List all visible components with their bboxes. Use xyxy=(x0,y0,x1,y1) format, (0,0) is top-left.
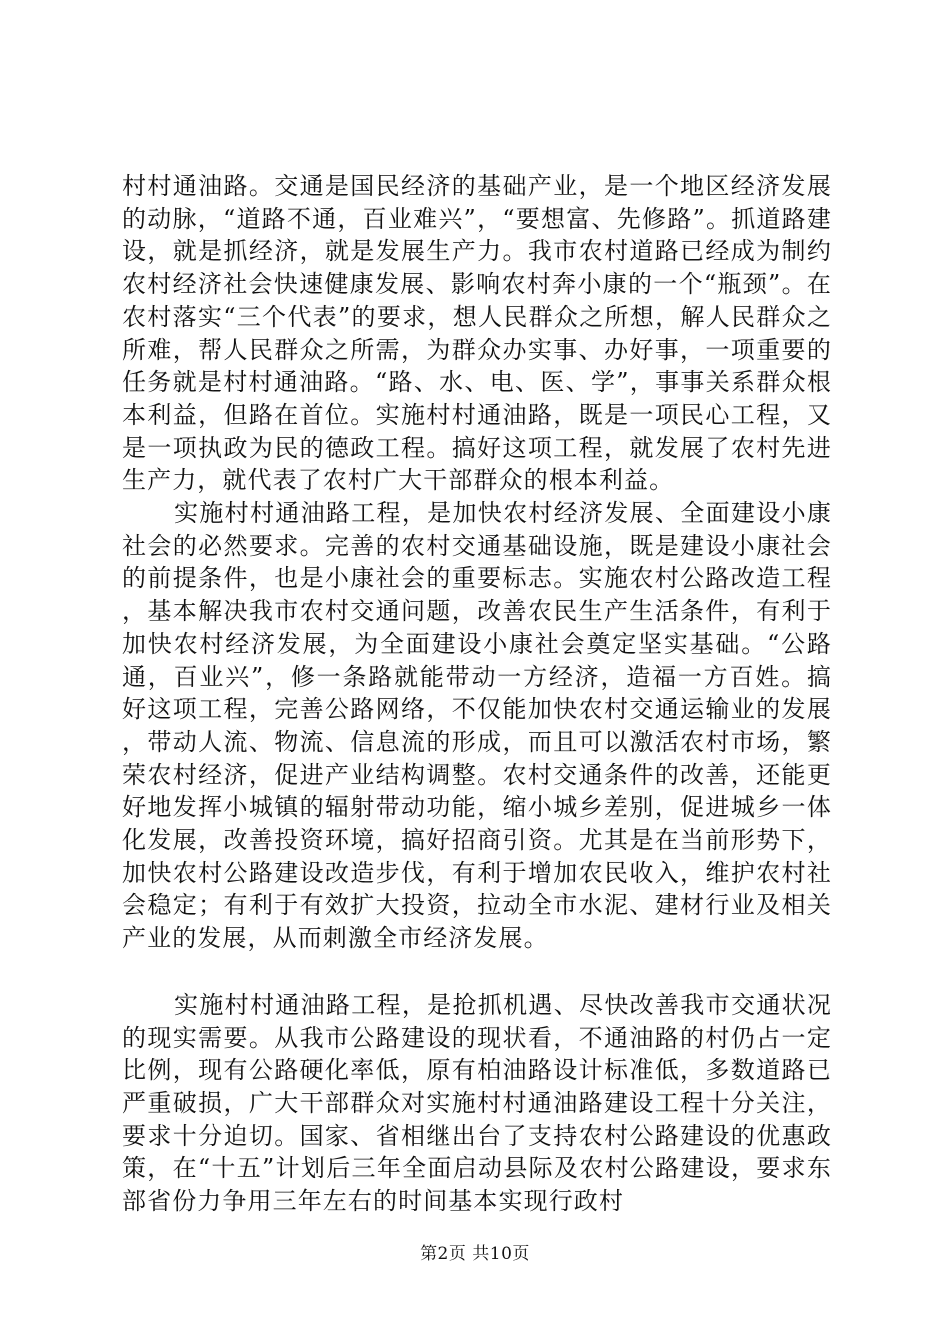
paragraph-opportunity: 实施村村通油路工程，是抢抓机遇、尽快改善我市交通状况的现实需要。从我市公路建设的现状看，不通油路的村仍占一定比例，现有公路硬化率低，原有柏油路设计标准低，多数道路已严重破损，广大干部群众对实施村村通油路建设工程十分关注，要求十分迫切。国家、省相继出台了支持农村公路建设的优惠政策，在“十五”计划后三年全面启动县际及农村公路建设，要求东部省份力争用三年左右的时间基本实现行政村 xyxy=(122,990,832,1216)
paragraph-xiaokang: 实施村村通油路工程，是加快农村经济发展、全面建设小康社会的必然要求。完善的农村交通基础设施，既是建设小康社会的前提条件，也是小康社会的重要标志。实施农村公路改造工程，基本解决我市农村交通问题，改善农民生产生活条件，有利于加快农村经济发展，为全面建设小康社会奠定坚实基础。“公路通，百业兴”，修一条路就能带动一方经济，造福一方百姓。搞好这项工程，完善公路网络，不仅能加快农村交通运输业的发展，带动人流、物流、信息流的形成，而且可以激活农村市场，繁荣农村经济，促进产业结构调整。农村交通条件的改善，还能更好地发挥小城镇的辐射带动功能，缩小城乡差别，促进城乡一体化发展，改善投资环境，搞好招商引资。尤其是在当前形势下，加快农村公路建设改造步伐，有利于增加农民收入，维护农村社会稳定；有利于有效扩大投资，拉动全市水泥、建材行业及相关产业的发展，从而刺激全市经济发展。 xyxy=(122,499,832,953)
document-body xyxy=(122,170,832,1218)
paragraph-continuation: 村村通油路。交通是国民经济的基础产业，是一个地区经济发展的动脉，“道路不通，百业难兴”，“要想富、先修路”。抓道路建设，就是抓经济，就是发展生产力。我市农村道路已经成为制约农村经济社会快速健康发展、影响农村奔小康的一个“瓶颈”。在农村落实“三个代表”的要求，想人民群众之所想，解人民群众之所难，帮人民群众之所需，为群众办实事、办好事，一项重要的任务就是村村通油路。“路、水、电、医、学”，事事关系群众根本利益，但路在首位。实施村村通油路，既是一项民心工程，又是一项执政为民的德政工程。搞好这项工程，就发展了农村先进生产力，就代表了农村广大干部群众的根本利益。 xyxy=(122,172,832,495)
page-number-footer: 第2页 共10页 xyxy=(420,1244,530,1264)
